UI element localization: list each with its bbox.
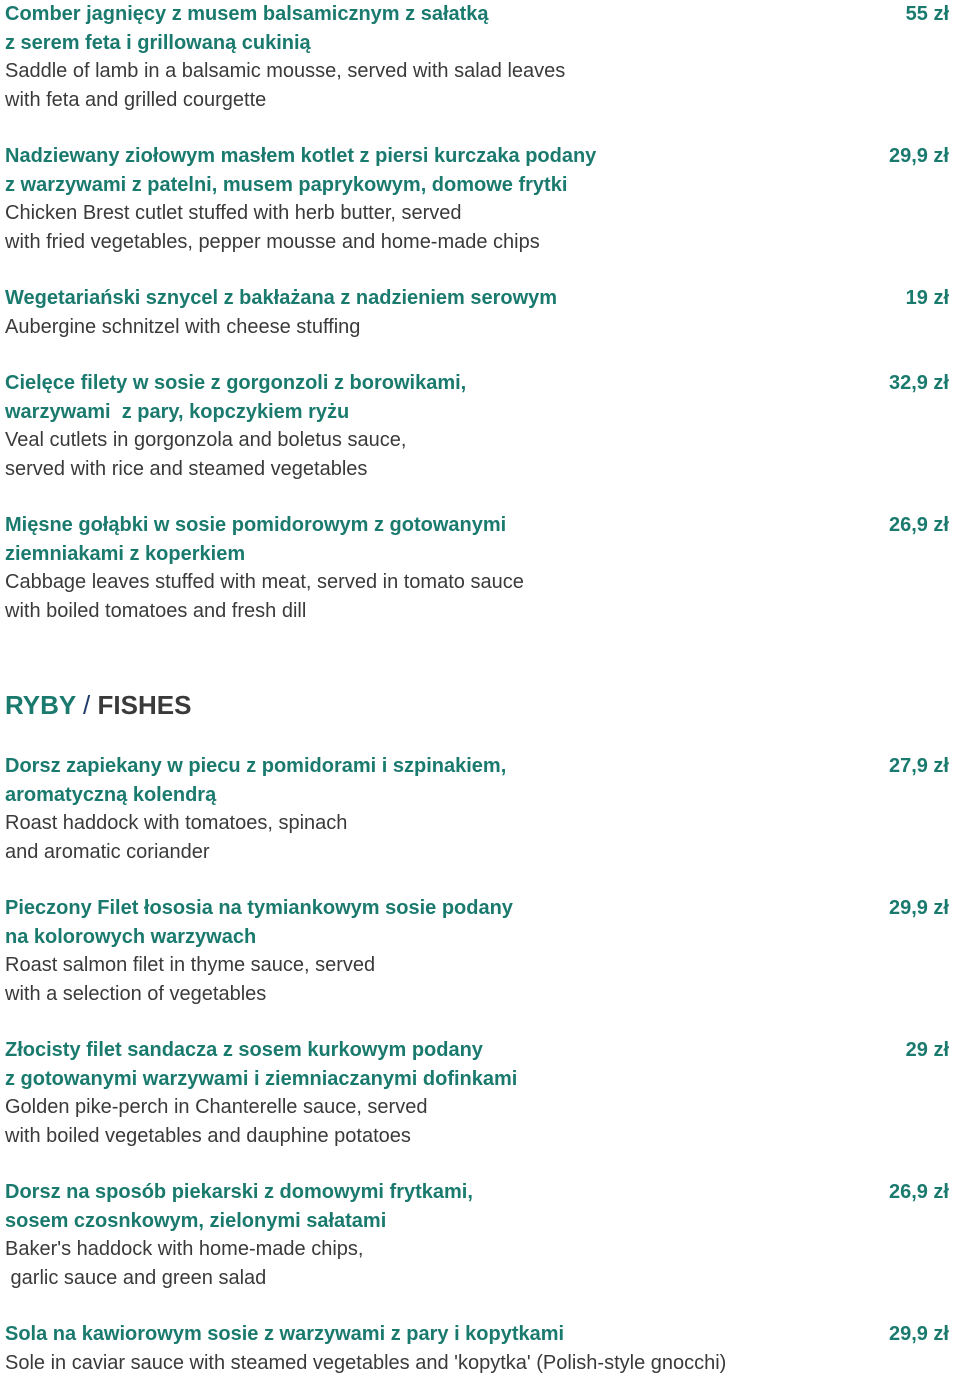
dish-price: 29,9 zł bbox=[889, 894, 949, 923]
dish-name-en: Roast salmon filet in thyme sauce, served bbox=[5, 951, 955, 980]
dish-name-pl: aromatyczną kolendrą bbox=[5, 781, 955, 810]
dish-name-pl: Nadziewany ziołowym masłem kotlet z piersi kurczaka podany bbox=[5, 142, 955, 171]
dish-name-pl: z serem feta i grillowaną cukinią bbox=[5, 29, 955, 58]
menu-item bbox=[5, 1320, 955, 1377]
dish-name-pl: Dorsz na sposób piekarski z domowymi frytkami, bbox=[5, 1178, 955, 1207]
dish-name-pl: Comber jagnięcy z musem balsamicznym z sałatką bbox=[5, 0, 955, 29]
dish-name-en: Roast haddock with tomatoes, spinach bbox=[5, 809, 955, 838]
section-title-separator: / bbox=[83, 690, 90, 720]
section-title-en: FISHES bbox=[98, 690, 192, 720]
dish-name-en: garlic sauce and green salad bbox=[5, 1264, 955, 1293]
dish-name-en: Veal cutlets in gorgonzola and boletus sauce, bbox=[5, 426, 955, 455]
dish-price: 29 zł bbox=[906, 1036, 949, 1065]
dish-price: 27,9 zł bbox=[889, 752, 949, 781]
dish-price: 19 zł bbox=[906, 284, 949, 313]
section-title-pl: RYBY bbox=[5, 690, 76, 720]
dish-price: 55 zł bbox=[906, 0, 949, 29]
menu-item bbox=[5, 369, 955, 483]
dish-name-pl: Złocisty filet sandacza z sosem kurkowym podany bbox=[5, 1036, 955, 1065]
dish-price: 32,9 zł bbox=[889, 369, 949, 398]
dish-name-en: Golden pike-perch in Chanterelle sauce, served bbox=[5, 1093, 955, 1122]
dish-name-pl: z warzywami z patelni, musem paprykowym, domowe frytki bbox=[5, 171, 955, 200]
dish-name-pl: Sola na kawiorowym sosie z warzywami z pary i kopytkami bbox=[5, 1320, 955, 1349]
dish-price: 26,9 zł bbox=[889, 511, 949, 540]
dish-name-pl: Cielęce filety w sosie z gorgonzoli z borowikami, bbox=[5, 369, 955, 398]
menu-item bbox=[5, 894, 955, 1008]
dish-name-en: Chicken Brest cutlet stuffed with herb butter, served bbox=[5, 199, 955, 228]
dish-name-en: Sole in caviar sauce with steamed vegetables and 'kopytka' (Polish-style gnocchi) bbox=[5, 1349, 955, 1377]
menu-item bbox=[5, 142, 955, 256]
menu-item bbox=[5, 0, 955, 114]
menu-item bbox=[5, 1036, 955, 1150]
dish-name-en: Baker's haddock with home-made chips, bbox=[5, 1235, 955, 1264]
dish-name-en: and aromatic coriander bbox=[5, 838, 955, 867]
dish-name-pl: warzywami z pary, kopczykiem ryżu bbox=[5, 398, 955, 427]
dish-name-pl: ziemniakami z koperkiem bbox=[5, 540, 955, 569]
dish-name-pl: Dorsz zapiekany w piecu z pomidorami i szpinakiem, bbox=[5, 752, 955, 781]
dish-name-en: Saddle of lamb in a balsamic mousse, served with salad leaves bbox=[5, 57, 955, 86]
dish-name-pl: z gotowanymi warzywami i ziemniaczanymi dofinkami bbox=[5, 1065, 955, 1094]
dish-price: 29,9 zł bbox=[889, 1320, 949, 1349]
dish-name-pl: sosem czosnkowym, zielonymi sałatami bbox=[5, 1207, 955, 1236]
dish-name-en: with boiled vegetables and dauphine potatoes bbox=[5, 1122, 955, 1151]
menu-item bbox=[5, 284, 955, 341]
dish-name-en: Aubergine schnitzel with cheese stuffing bbox=[5, 313, 955, 342]
menu-item bbox=[5, 752, 955, 866]
dish-price: 26,9 zł bbox=[889, 1178, 949, 1207]
dish-name-en: with a selection of vegetables bbox=[5, 980, 955, 1009]
section-title-fishes bbox=[5, 688, 955, 722]
menu bbox=[5, 0, 955, 1377]
dish-name-en: with feta and grilled courgette bbox=[5, 86, 955, 115]
dish-name-pl: Pieczony Filet łososia na tymiankowym sosie podany bbox=[5, 894, 955, 923]
dish-name-en: served with rice and steamed vegetables bbox=[5, 455, 955, 484]
menu-item bbox=[5, 1178, 955, 1292]
dish-name-pl: na kolorowych warzywach bbox=[5, 923, 955, 952]
dish-name-pl: Wegetariański sznycel z bakłażana z nadzieniem serowym bbox=[5, 284, 955, 313]
dish-name-en: with boiled tomatoes and fresh dill bbox=[5, 597, 955, 626]
dish-name-pl: Mięsne gołąbki w sosie pomidorowym z gotowanymi bbox=[5, 511, 955, 540]
menu-item bbox=[5, 511, 955, 625]
dish-name-en: with fried vegetables, pepper mousse and home-made chips bbox=[5, 228, 955, 257]
dish-name-en: Cabbage leaves stuffed with meat, served in tomato sauce bbox=[5, 568, 955, 597]
dish-price: 29,9 zł bbox=[889, 142, 949, 171]
